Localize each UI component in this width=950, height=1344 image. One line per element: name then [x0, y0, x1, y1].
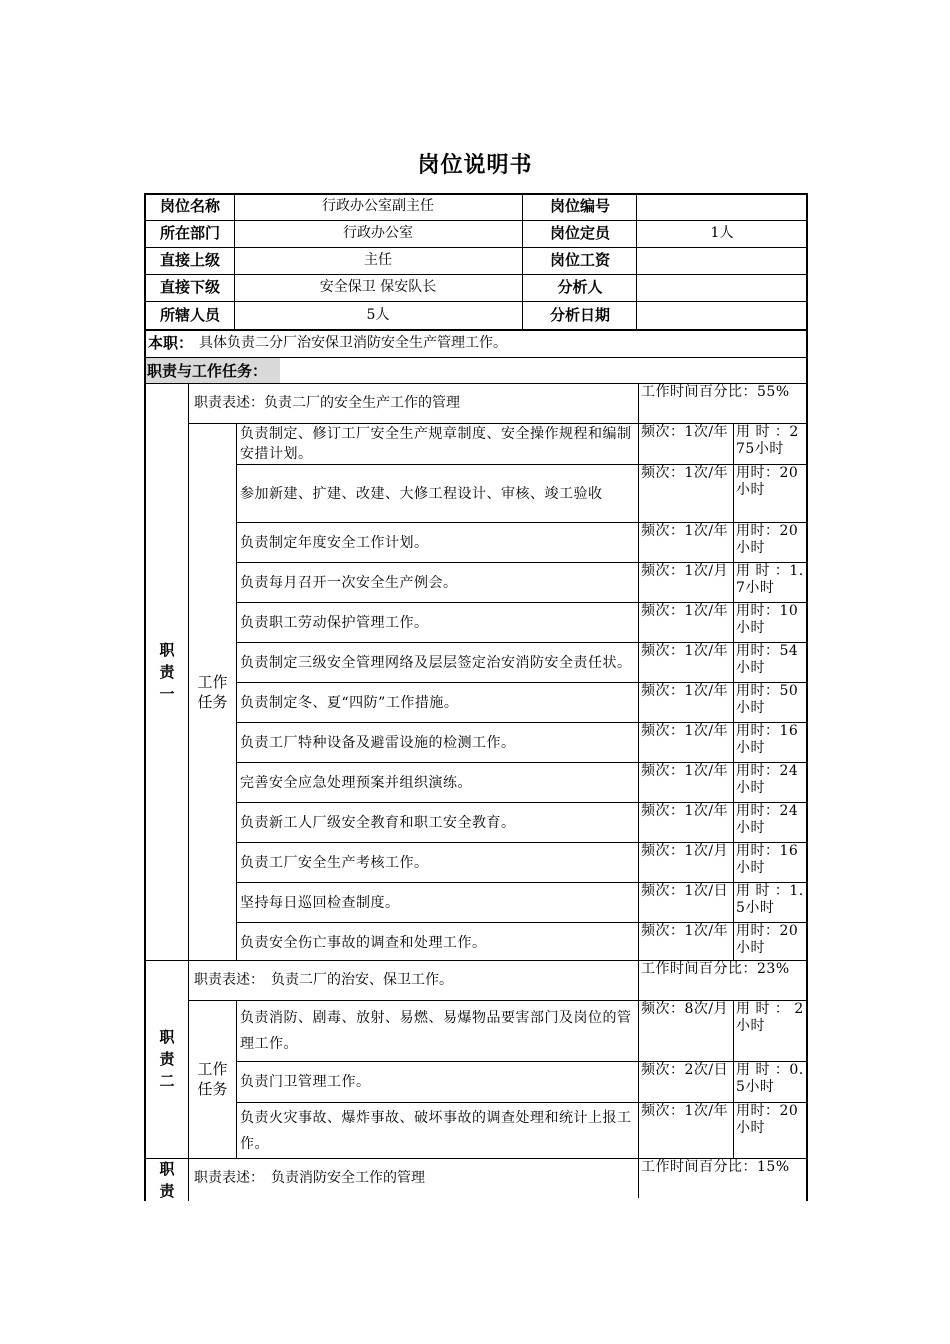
- task-description: 负责安全伤亡事故的调查和处理工作。: [240, 934, 487, 951]
- task-description: 负责新工人厂级安全教育和职工安全教育。: [240, 814, 516, 831]
- job-description-table: [144, 193, 808, 1201]
- task-frequency: 频次：1次/日: [641, 883, 729, 899]
- field-label: 岗位名称: [159, 197, 220, 215]
- task-frequency: 频次：1次/年: [641, 683, 729, 699]
- task-time: 用时：24小时: [736, 803, 799, 836]
- work-task-label-line: 工作: [197, 1060, 228, 1078]
- task-time: 用时：54小时: [736, 643, 799, 676]
- field-value: 1人: [710, 225, 734, 241]
- task-description: 负责制定三级安全管理网络及层层签定治安消防安全责任状。: [240, 654, 632, 671]
- task-description: 负责消防、剧毒、放射、易燃、易爆物品要害部门及岗位的管理工作。: [240, 1010, 632, 1052]
- work-task-label: [189, 1000, 236, 1158]
- task-time: 用 时 ：1.7小时: [736, 563, 804, 596]
- task-description: 负责职工劳动保护管理工作。: [240, 614, 429, 631]
- task-frequency: 频次：1次/年: [641, 643, 729, 659]
- task-time: 用时：50小时: [736, 683, 799, 716]
- task-frequency: 频次：1次/年: [641, 465, 729, 481]
- work-task-label-line: 任务: [197, 1080, 228, 1098]
- task-frequency: 频次：1次/年: [641, 1103, 729, 1119]
- field-value: 主任: [364, 252, 392, 268]
- task-description: 完善安全应急处理预案并组织演练。: [240, 774, 472, 791]
- task-description: 坚持每日巡回检查制度。: [240, 894, 400, 911]
- summary-row: [146, 330, 806, 357]
- duty-label: [146, 1158, 188, 1201]
- field-value: 行政办公室副主任: [322, 198, 434, 214]
- rule-line: [638, 960, 639, 1000]
- task-time: 用时：24小时: [736, 763, 799, 796]
- field-value: [638, 274, 806, 301]
- task-frequency: 频次：1次/年: [641, 923, 729, 939]
- task-frequency: 频次：1次/年: [641, 723, 729, 739]
- field-value: 行政办公室: [343, 225, 413, 241]
- page-title: 岗位说明书: [417, 153, 533, 178]
- task-description: 负责制定、修订工厂安全生产规章制度、安全操作规程和编制安措计划。: [240, 426, 632, 462]
- duty-label-char: 职: [159, 1159, 175, 1178]
- rule-line: [638, 383, 639, 423]
- task-time: 用 时 ：275小时: [736, 424, 799, 457]
- field-value: 安全保卫 保安队长: [319, 279, 437, 295]
- duty-description: 职责表述： 负责二厂的治安、保卫工作。: [194, 971, 453, 988]
- field-label: 岗位定员: [549, 224, 610, 242]
- task-time: 用时：20小时: [736, 923, 799, 956]
- duty-label-char: 二: [159, 1072, 175, 1090]
- task-time: 用时：20小时: [736, 465, 799, 498]
- field-label: 直接下级: [159, 278, 220, 296]
- rule-line: [234, 193, 235, 329]
- task-description: 负责制定年度安全工作计划。: [240, 534, 429, 551]
- duty-label-char: 一: [159, 684, 175, 703]
- summary-text: 具体负责二分厂治安保卫消防安全生产管理工作。: [199, 335, 508, 351]
- field-value: [638, 193, 806, 220]
- duty-label-char: 责: [159, 1181, 175, 1200]
- task-time: 用 时 ： 2小时: [736, 1001, 804, 1034]
- field-value: [638, 247, 806, 274]
- task-description: 参加新建、扩建、改建、大修工程设计、审核、竣工验收: [240, 485, 603, 502]
- field-label: 岗位工资: [549, 251, 610, 269]
- rule-line: [188, 1158, 189, 1201]
- field-label: 岗位编号: [549, 197, 610, 215]
- work-task-label-line: 任务: [197, 692, 228, 711]
- duty-label-char: 责: [159, 662, 175, 681]
- field-label: 分析人: [557, 278, 603, 296]
- work-task-label: [189, 423, 236, 960]
- duty-percent: 工作时间百分比：23%: [641, 961, 790, 977]
- task-frequency: 频次：1次/年: [641, 763, 729, 779]
- duty-label: [146, 383, 188, 960]
- task-frequency: 频次：1次/年: [641, 523, 729, 539]
- duties-heading: 职责与工作任务：: [146, 358, 280, 383]
- task-description: 负责工厂特种设备及避雷设施的检测工作。: [240, 734, 516, 751]
- duty-label: [146, 960, 188, 1158]
- task-description: 负责每月召开一次安全生产例会。: [240, 574, 458, 591]
- rule-line: [638, 1158, 639, 1198]
- task-frequency: 频次：1次/月: [641, 563, 729, 579]
- task-description: 负责工厂安全生产考核工作。: [240, 854, 429, 871]
- field-value: 5人: [366, 306, 390, 323]
- task-frequency: 频次：1次/年: [641, 603, 729, 619]
- field-label: 所在部门: [159, 224, 220, 242]
- task-time: 用时：16小时: [736, 723, 799, 756]
- field-value: [638, 301, 806, 329]
- duty-label-char: 责: [159, 1050, 175, 1068]
- duty-percent: 工作时间百分比：55%: [641, 384, 790, 400]
- duty-label-char: 职: [159, 640, 175, 659]
- task-description: 负责门卫管理工作。: [240, 1074, 371, 1090]
- task-frequency: 频次：1次/年: [641, 803, 729, 819]
- duty-description: 职责表述：负责二厂的安全生产工作的管理: [194, 394, 460, 411]
- task-time: 用时：20小时: [736, 523, 799, 556]
- task-frequency: 频次：8次/月: [641, 1001, 729, 1017]
- task-time: 用时：10小时: [736, 603, 799, 636]
- task-frequency: 频次：1次/月: [641, 843, 729, 859]
- field-label: 分析日期: [549, 305, 610, 324]
- task-time: 用时：16小时: [736, 843, 799, 876]
- task-description: 负责制定冬、夏“四防”工作措施。: [240, 694, 459, 711]
- task-description: 负责火灾事故、爆炸事故、破坏事故的调查处理和统计上报工作。: [240, 1109, 632, 1152]
- task-frequency: 频次：1次/年: [641, 424, 729, 440]
- rule-line: [522, 193, 523, 329]
- field-label: 所辖人员: [159, 305, 220, 324]
- duty-percent: 工作时间百分比：15%: [641, 1159, 790, 1175]
- summary-label: 本职：: [148, 334, 194, 352]
- task-time: 用 时 ：0.5小时: [736, 1062, 804, 1095]
- duty-description: 职责表述： 负责消防安全工作的管理: [194, 1169, 425, 1186]
- task-time: 用 时 ：1.5小时: [736, 883, 804, 916]
- task-time: 用时：20小时: [736, 1103, 799, 1136]
- field-label: 直接上级: [159, 251, 220, 269]
- rule-line: [636, 193, 637, 329]
- duty-label-char: 职: [159, 1028, 175, 1046]
- rule-line: [806, 193, 808, 1201]
- task-frequency: 频次：2次/日: [641, 1062, 729, 1078]
- work-task-label-line: 工作: [197, 672, 228, 691]
